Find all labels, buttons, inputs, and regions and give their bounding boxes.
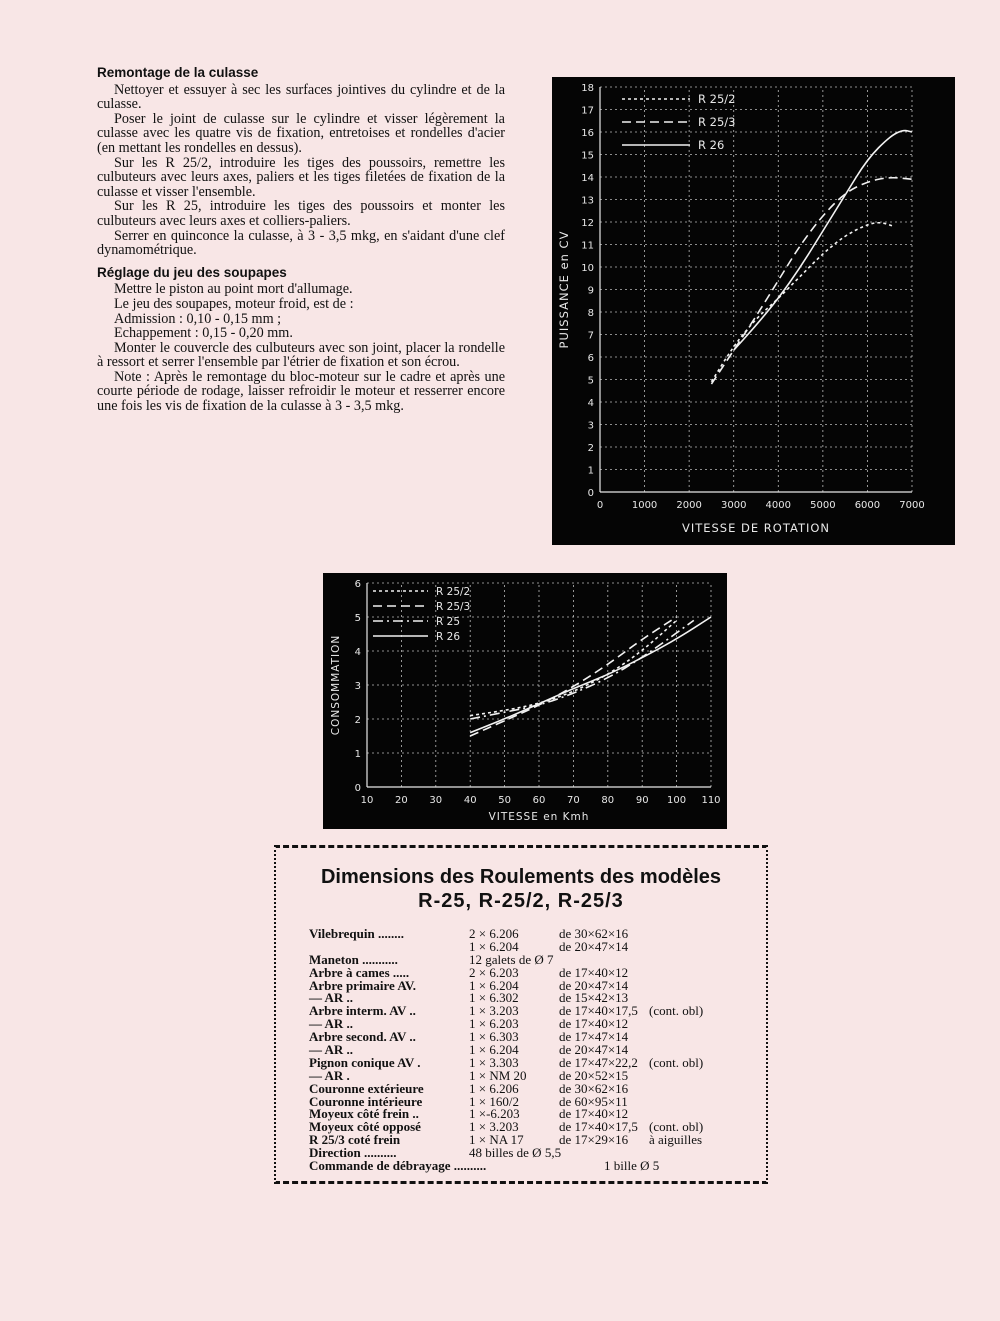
paragraph: Sur les R 25, introduire les tiges des poussoirs et monter les culbuteurs avec leurs axes et colliers-paliers. bbox=[97, 198, 505, 229]
y-tick-label: 9 bbox=[587, 285, 594, 297]
x-axis-label: VITESSE en Kmh bbox=[488, 811, 590, 823]
x-tick-label: 100 bbox=[667, 795, 687, 806]
y-tick-label: 17 bbox=[581, 105, 594, 117]
y-tick-label: 3 bbox=[354, 681, 361, 692]
series-line-r252 bbox=[711, 223, 894, 382]
y-tick-label: 15 bbox=[581, 150, 594, 162]
x-tick-label: 2000 bbox=[676, 500, 702, 511]
x-axis-label: VITESSE DE ROTATION bbox=[681, 521, 831, 535]
y-tick-label: 4 bbox=[587, 398, 594, 409]
row-part: Arbre à cames ..... bbox=[309, 964, 410, 980]
row-dim: de 17×40×17,5 bbox=[559, 1003, 638, 1019]
row-qty: 2 × 6.206 bbox=[469, 926, 519, 941]
row-part: Arbre second. AV .. bbox=[309, 1029, 416, 1045]
y-tick-label: 18 bbox=[581, 83, 594, 94]
y-tick-label: 1 bbox=[587, 465, 594, 477]
text-column bbox=[97, 66, 505, 414]
row-part: Moyeux côté frein .. bbox=[309, 1106, 419, 1122]
row-qty: 1 × NM 20 bbox=[469, 1067, 527, 1083]
row-dim: de 30×62×16 bbox=[559, 926, 629, 941]
x-tick-label: 5000 bbox=[810, 500, 836, 511]
row-part: Couronne intérieure bbox=[309, 1093, 423, 1109]
paragraph: Monter le couvercle des culbuteurs avec son joint, placer la rondelle à ressort et serrer l'ensemble par l'étrier de fixation et son écrou. bbox=[97, 339, 505, 371]
paragraph: Serrer en quinconce la culasse, à 3 - 3,5 mkg, en s'aidant d'une clef dynamométrique. bbox=[97, 227, 505, 259]
row-part: Moyeux côté opposé bbox=[309, 1119, 421, 1135]
row-part: Vilebrequin ........ bbox=[309, 926, 404, 941]
y-tick-label: 11 bbox=[581, 240, 594, 252]
bearing-dimensions-table bbox=[274, 845, 768, 1184]
y-tick-label: 10 bbox=[581, 263, 594, 274]
paragraph: Le jeu des soupapes, moteur froid, est de : bbox=[114, 295, 354, 312]
row-part: — AR . bbox=[309, 1067, 350, 1083]
row-part: Commande de débrayage .......... bbox=[309, 1158, 487, 1174]
x-tick-label: 0 bbox=[596, 500, 604, 511]
legend-label: R 25/2 bbox=[436, 586, 471, 598]
row-part: Arbre primaire AV. bbox=[309, 977, 417, 993]
row-qty: 1 × 160/2 bbox=[469, 1093, 519, 1109]
paragraph: Nettoyer et essuyer à sec les surfaces jointives du cylindre et de la culasse. bbox=[97, 81, 505, 113]
x-tick-label: 110 bbox=[701, 795, 721, 806]
paragraph: Admission : 0,10 - 0,15 mm ; bbox=[114, 310, 282, 327]
row-qty: 1 × 6.206 bbox=[469, 1080, 519, 1096]
row-note: (cont. obl) bbox=[649, 1119, 704, 1135]
row-dim: de 60×95×11 bbox=[559, 1093, 628, 1109]
row-dim: de 17×40×12 bbox=[559, 1016, 629, 1032]
row-qty: 1 × 6.204 bbox=[469, 1042, 519, 1058]
row-note: 1 bille Ø 5 bbox=[604, 1158, 660, 1174]
y-tick-label: 7 bbox=[587, 330, 594, 342]
y-tick-label: 5 bbox=[587, 375, 594, 387]
y-tick-label: 4 bbox=[354, 647, 361, 658]
row-part: Couronne extérieure bbox=[309, 1080, 424, 1096]
row-qty: 1 ×-6.203 bbox=[469, 1106, 520, 1122]
row-dim: de 20×52×15 bbox=[559, 1067, 629, 1083]
y-axis-label: CONSOMMATION bbox=[330, 634, 342, 736]
row-part: Arbre interm. AV .. bbox=[309, 1003, 416, 1019]
row-qty: 1 × 6.204 bbox=[469, 977, 519, 993]
row-qty: 1 × NA 17 bbox=[469, 1132, 524, 1148]
row-dim: de 17×40×17,5 bbox=[559, 1119, 638, 1135]
row-note: (cont. obl) bbox=[649, 1003, 704, 1019]
row-dim: de 20×47×14 bbox=[559, 1042, 629, 1058]
legend-label: R 25/3 bbox=[698, 115, 736, 129]
y-tick-label: 14 bbox=[581, 173, 594, 184]
row-qty: 1 × 6.303 bbox=[469, 1029, 519, 1045]
y-tick-label: 0 bbox=[587, 488, 594, 499]
x-tick-label: 10 bbox=[360, 795, 374, 806]
table-subtitle: R-25, R-25/2, R-25/3 bbox=[418, 890, 624, 912]
row-qty: 12 galets de Ø 7 bbox=[469, 951, 554, 967]
x-tick-label: 7000 bbox=[899, 500, 925, 511]
y-axis-label: PUISSANCE en CV bbox=[557, 230, 571, 349]
table-title: Dimensions des Roulements des modèles bbox=[320, 866, 722, 888]
paragraph: Note : Après le remontage du bloc-moteur sur le cadre et après une courte période de rodage, laisser refroidir le moteur et resserrer encore une fois les vis de fixation de la culasse à 3 - 3,5 mkg. bbox=[97, 368, 505, 415]
row-dim: de 30×62×16 bbox=[559, 1080, 629, 1096]
row-dim: de 17×29×16 bbox=[559, 1132, 629, 1148]
power-chart bbox=[552, 77, 955, 545]
legend-label: R 25 bbox=[436, 616, 460, 628]
row-qty: 1 × 6.302 bbox=[469, 990, 519, 1006]
y-tick-label: 6 bbox=[587, 353, 594, 364]
x-tick-label: 60 bbox=[532, 795, 546, 806]
y-tick-label: 1 bbox=[354, 749, 361, 760]
power-chart-svg bbox=[552, 77, 955, 545]
row-qty: 1 × 3.203 bbox=[469, 1119, 519, 1135]
y-tick-label: 16 bbox=[581, 128, 594, 139]
row-dim: de 15×42×13 bbox=[559, 990, 629, 1006]
row-dim: de 20×47×14 bbox=[559, 977, 629, 993]
heading-remontage: Remontage de la culasse bbox=[97, 65, 259, 80]
paragraph: Mettre le piston au point mort d'allumage. bbox=[114, 281, 353, 298]
y-tick-label: 2 bbox=[587, 443, 594, 454]
x-tick-label: 6000 bbox=[854, 500, 881, 511]
paragraph: Sur les R 25/2, introduire les tiges des poussoirs, remettre les culbuteurs avec leurs axes, paliers et les tiges filetées de fixation de la culasse et visser l'ensemble. bbox=[97, 154, 505, 200]
x-tick-label: 3000 bbox=[720, 500, 747, 511]
y-tick-label: 12 bbox=[581, 218, 594, 229]
consumption-chart-svg bbox=[323, 573, 727, 829]
legend-label: R 26 bbox=[698, 138, 725, 152]
row-dim: de 17×40×12 bbox=[559, 964, 629, 980]
x-tick-label: 70 bbox=[567, 795, 580, 806]
heading-reglage: Réglage du jeu des soupapes bbox=[97, 264, 287, 280]
row-dim: de 20×47×14 bbox=[559, 938, 629, 954]
x-tick-label: 50 bbox=[498, 795, 511, 806]
x-tick-label: 20 bbox=[395, 795, 408, 806]
row-note: (cont. obl) bbox=[649, 1054, 704, 1070]
row-dim: de 17×47×14 bbox=[559, 1029, 629, 1045]
legend-label: R 25/2 bbox=[698, 92, 736, 106]
consumption-chart bbox=[323, 573, 727, 829]
y-tick-label: 13 bbox=[581, 195, 594, 207]
y-tick-label: 3 bbox=[587, 420, 594, 432]
row-dim: de 17×47×22,2 bbox=[559, 1054, 638, 1070]
row-dim: de 17×40×12 bbox=[559, 1106, 629, 1122]
row-part: — AR .. bbox=[309, 1016, 354, 1032]
legend-label: R 26 bbox=[436, 631, 460, 643]
row-part: Maneton ........... bbox=[309, 951, 398, 967]
y-tick-label: 6 bbox=[354, 579, 361, 590]
row-part: — AR .. bbox=[309, 1042, 354, 1058]
row-note: à aiguilles bbox=[649, 1132, 703, 1148]
row-qty: 1 × 3.303 bbox=[469, 1054, 519, 1070]
x-tick-label: 90 bbox=[635, 795, 649, 806]
legend-label: R 25/3 bbox=[436, 601, 471, 613]
row-part: R 25/3 coté frein bbox=[309, 1132, 401, 1148]
y-tick-label: 0 bbox=[354, 783, 361, 794]
row-qty: 2 × 6.203 bbox=[469, 964, 519, 980]
paragraph: Echappement : 0,15 - 0,20 mm. bbox=[114, 325, 293, 342]
series-line-r253 bbox=[711, 178, 912, 384]
x-tick-label: 1000 bbox=[631, 500, 658, 511]
x-tick-label: 30 bbox=[429, 795, 443, 806]
row-qty: 1 × 3.203 bbox=[469, 1003, 519, 1019]
row-part: Direction .......... bbox=[309, 1145, 397, 1161]
x-tick-label: 4000 bbox=[765, 500, 792, 511]
y-tick-label: 5 bbox=[354, 613, 361, 624]
y-tick-label: 2 bbox=[354, 715, 361, 726]
row-part: Pignon conique AV . bbox=[309, 1054, 421, 1070]
row-qty: 48 billes de Ø 5,5 bbox=[469, 1145, 562, 1161]
x-tick-label: 80 bbox=[601, 795, 615, 806]
x-tick-label: 40 bbox=[463, 795, 477, 806]
row-qty: 1 × 6.203 bbox=[469, 1016, 519, 1032]
paragraph: Poser le joint de culasse sur le cylindre et visser légèrement la culasse avec les quatre vis de fixation, entretoises et rondelles d'acier (en mettant les rondelles en dessus). bbox=[97, 110, 505, 156]
row-qty: 1 × 6.204 bbox=[469, 938, 519, 954]
y-tick-label: 8 bbox=[587, 308, 594, 319]
row-part: — AR .. bbox=[309, 990, 354, 1006]
